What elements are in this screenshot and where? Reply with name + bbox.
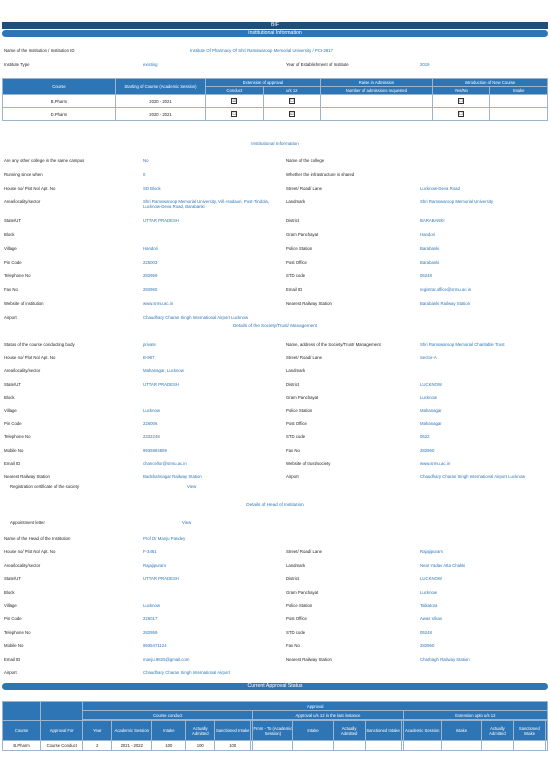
col-sanctioned: Sanctioned Intake (365, 721, 401, 741)
field-value: Handori (143, 245, 159, 251)
field-label: Fax No (286, 447, 300, 453)
field-label: State/UT (4, 381, 21, 387)
col-raise: Raise in Admission (321, 79, 433, 87)
col-u12: u/s 12 (263, 87, 320, 95)
field-row (0, 354, 550, 363)
field-value: Shri Ramswaroop Memorial University (420, 199, 494, 205)
field-label: Street/ Road/ Lane (286, 185, 323, 191)
col-intake: Intake (490, 87, 548, 95)
field-label: Registration certificate of the society (10, 484, 80, 489)
field-label: Block (4, 394, 15, 400)
field-value: Talkatora (420, 603, 438, 608)
field-label: Street/ Road/ Lane (286, 549, 323, 555)
field-value: Barabanki (420, 245, 440, 251)
field-label: District (286, 381, 300, 387)
field-label: Police Station (286, 408, 313, 413)
approval-table (2, 701, 548, 751)
field-label: Mobile No (4, 643, 24, 649)
conduct-checkbox[interactable]: ☐ (232, 111, 237, 116)
col-actual: Actually Admitted (481, 721, 513, 741)
field-label: Village (4, 603, 17, 608)
field-label: Gram Panchayat (286, 589, 319, 595)
field-label: Status of the course conducting body (4, 342, 75, 347)
field-value: Awas Vikas (420, 616, 443, 622)
field-row (0, 535, 550, 544)
field-row (0, 602, 550, 611)
col-extension: Extension upto u/s 12 (403, 711, 547, 720)
field-label: Whether the infrastructure is shared (286, 171, 355, 177)
section-header-institutional: Institutional Information (2, 30, 548, 37)
field-value: Sector-A (420, 355, 437, 361)
field-label: Name of the Institution / Institution ID (4, 48, 75, 53)
field-label: Name of the Head of the Institution (4, 536, 71, 541)
field-row (0, 642, 550, 651)
field-row (0, 447, 550, 456)
field-label: Year of Establishment of Institute (286, 62, 349, 67)
institute-type-row (0, 61, 550, 70)
field-value: 282960 (143, 287, 158, 293)
field-value: 2019 (420, 62, 430, 67)
field-value: Prof Dr Manju Pandey (143, 536, 186, 541)
field-row (0, 562, 550, 571)
field-label: Appointment letter (10, 520, 45, 525)
appointment-view-link[interactable]: View (182, 520, 192, 525)
field-label: Landmark (286, 199, 306, 205)
field-value: UTTAR PRADESH (143, 576, 179, 582)
cell-course: B.Pharm (3, 741, 41, 751)
field-row (0, 259, 550, 268)
table-row (3, 95, 548, 108)
field-label: Institute Type (4, 62, 30, 67)
field-value: Lucknow-Deva Road (420, 185, 460, 191)
field-label: Name of the college (286, 158, 325, 163)
field-value: Lucknow (143, 408, 160, 413)
field-row (0, 314, 550, 323)
field-value: UTTAR PRADESH (143, 381, 179, 387)
field-label: District (286, 218, 300, 224)
col-starting: Starting of Course (Academic Session) (115, 79, 205, 95)
field-label: Website of trust/society (286, 460, 331, 466)
field-row (0, 198, 550, 210)
cell-num[interactable] (321, 95, 433, 108)
field-value: 226017 (143, 616, 158, 622)
cell-sanctioned: 100 (215, 741, 251, 751)
field-label: Pin Code (4, 421, 22, 427)
field-value: Lucknow (420, 394, 437, 400)
field-label: Nearest Railway Station (286, 656, 332, 662)
cell-course: D.Pharm (3, 108, 116, 121)
col-approval: Approval (83, 702, 548, 711)
field-row (0, 394, 550, 403)
field-value: Lucknow (420, 589, 437, 595)
field-value: F-3461 (143, 549, 157, 555)
field-value: 9935984859 (143, 447, 167, 453)
field-row (0, 171, 550, 180)
field-value: Chaudhary Charan Singh International Airport Lucknow (420, 474, 526, 479)
field-label: Post Office (286, 259, 307, 265)
field-label: Running since when (4, 171, 43, 177)
col-course: Course (3, 79, 116, 95)
field-label: Police Station (286, 245, 313, 251)
col-session: Academic Session (112, 721, 152, 741)
section-title-head: Details of Head of Institution (246, 502, 304, 507)
course-table (2, 78, 548, 121)
field-value: LUCKNOW (420, 576, 442, 582)
field-value: manju.9825@gmail.com (143, 656, 190, 662)
field-label: Village (4, 408, 17, 413)
appointment-row (0, 519, 550, 528)
u12-checkbox[interactable]: ☐ (290, 98, 294, 103)
col-session: Academic Session (403, 721, 441, 741)
yesno-checkbox[interactable]: ☐ (459, 98, 463, 103)
field-row (0, 615, 550, 624)
col-sanctioned: Sanctioned Intake (513, 721, 545, 741)
field-label: Post Office (286, 421, 307, 427)
cell-intake: 100 (152, 741, 186, 751)
field-value: registrar.office@srmu.ac.in (420, 287, 472, 293)
field-value: 282960 (420, 643, 435, 649)
cell-session: 2020 - 2021 (115, 108, 205, 121)
yesno-checkbox[interactable]: ☐ (459, 111, 463, 116)
col-course: Course (3, 721, 41, 741)
field-value: 9935471124 (143, 643, 167, 649)
field-label: Pin Code (4, 616, 22, 622)
col-approval-for: Approval For (41, 721, 83, 741)
field-value: Chaudhary Charan Singh International Airport (143, 670, 230, 675)
field-label: Landmark (286, 562, 306, 568)
field-value: 282960 (420, 447, 435, 453)
field-label: House no/ Plot No/ Apt. No (4, 185, 56, 191)
field-label: STD code (286, 434, 306, 440)
col-intake: Intake (152, 721, 186, 741)
field-label: Telephone No (4, 434, 31, 440)
field-value: 0522 (420, 434, 430, 440)
field-label: Email ID (4, 460, 21, 466)
field-row (0, 272, 550, 281)
field-label: Block (4, 589, 15, 595)
field-value: Mahanagar (420, 421, 442, 427)
u12-checkbox[interactable]: ☑ (290, 111, 294, 116)
conduct-checkbox[interactable]: ☑ (232, 98, 237, 103)
cell-actual: 100 (186, 741, 215, 751)
field-label: Email ID (4, 656, 21, 662)
field-label: Nearest Railway Station (4, 474, 50, 479)
col-course-conduct: Course conduct (83, 711, 253, 720)
field-row (0, 157, 550, 166)
col-actual: Actually Admitted (186, 721, 215, 741)
field-value: Rajajipuram (143, 562, 166, 568)
field-row (0, 407, 550, 416)
cell-session: 2021 - 2022 (112, 741, 152, 751)
field-label: Pin Code (4, 259, 22, 265)
field-row (0, 245, 550, 254)
field-row (0, 231, 550, 240)
field-row (0, 589, 550, 598)
cell-year: 2 (83, 741, 112, 751)
section-title-society: Details of the Society/Trust/ Management (232, 323, 318, 328)
field-row (0, 548, 550, 557)
field-label: Landmark (286, 368, 306, 374)
field-row (0, 286, 550, 295)
field-label: Police Station (286, 603, 313, 608)
cell-intake[interactable] (490, 95, 548, 108)
field-row (0, 217, 550, 226)
col-u12-approval: Approval u/s 12 in the last instance (253, 711, 403, 720)
field-value: 05248 (420, 629, 432, 635)
field-label: Area/locality/sector (4, 562, 41, 568)
field-value: 226006 (143, 421, 158, 427)
field-label: Gram Panchayat (286, 232, 319, 237)
field-label: Village (4, 245, 17, 251)
field-value: Chaudhary Charan Singh International Airport Lucknow (143, 314, 249, 320)
field-label: Name, address of the Society/Trust/ Management (286, 342, 381, 347)
field-value: Charbagh Railway Station (420, 656, 470, 662)
field-row (0, 381, 550, 390)
field-value: 282959 (143, 273, 158, 279)
page-title: BIF (2, 22, 548, 29)
field-row (0, 433, 550, 442)
field-label: Fax No (4, 287, 18, 293)
section-header-approval: Current Approval Status (2, 683, 548, 690)
field-value: Near Yadav Atta Chakki (420, 562, 466, 568)
field-value: SD Block (143, 185, 161, 191)
field-label: State/UT (4, 576, 21, 582)
field-label: Street/ Road/ Lane (286, 355, 323, 361)
field-row (0, 473, 550, 482)
col-year: Year (83, 721, 112, 741)
field-value: Shri Ramswaroop Memorial University, Vill.-Hadauri, Post-Tindola, Lucknow-Deva Road, Barabanki (143, 199, 270, 210)
table-row (3, 741, 548, 751)
cell-course: B.Pharm (3, 95, 116, 108)
field-label: Post Office (286, 616, 307, 622)
field-value: 0 (143, 171, 146, 177)
field-value: UTTAR PRADESH (143, 218, 179, 224)
field-value: 282959 (143, 629, 158, 635)
registration-row (0, 483, 550, 492)
field-label: District (286, 576, 300, 582)
field-label: House no/ Plot No/ Apt. No (4, 549, 56, 555)
field-value: Rajajipuram (420, 549, 443, 555)
col-intake: Intake (441, 721, 481, 741)
cell-approval-for: Course Conduct (41, 741, 83, 751)
col-conduct: Conduct (206, 87, 264, 95)
field-value: Mahanagar, Lucknow (143, 368, 184, 374)
col-intake: Intake (293, 721, 333, 741)
field-row (0, 629, 550, 638)
field-row (0, 575, 550, 584)
col-num: Number of admissions requested (321, 87, 433, 95)
field-row (0, 460, 550, 469)
field-row (0, 669, 550, 678)
field-label: State/UT (4, 218, 21, 224)
field-value: No (143, 158, 149, 163)
field-label: Airport (4, 314, 17, 320)
field-value: Shri Ramswaroop Memorial Charitable Trust (420, 342, 505, 347)
field-label: Telephone No (4, 273, 31, 279)
field-value: Institute Of Pharmacy Of Shri Ramswaroop Memorial University / PCI-2817 (190, 48, 334, 53)
cell-num[interactable] (321, 108, 433, 121)
col-sanctioned: Sanctioned Intake (215, 721, 251, 741)
field-value: private (143, 342, 156, 347)
cell-session: 2020 - 2021 (115, 95, 205, 108)
field-value: B-987 (143, 355, 155, 361)
field-label: Website of institution (4, 301, 44, 306)
field-value: 225003 (143, 259, 158, 265)
field-value: 05248 (420, 273, 432, 279)
field-row (0, 656, 550, 665)
field-label: Block (4, 232, 15, 237)
col-yesno: Yes/No (432, 87, 490, 95)
section-title-institutional: Institutional Information (251, 141, 299, 146)
field-label: Fax No (286, 643, 300, 649)
field-row (0, 420, 550, 429)
field-label: Telephone No (4, 629, 31, 635)
field-row (0, 367, 550, 376)
col-fromto: From - To (Academic Session) (253, 721, 293, 741)
col-intro: Introduction of New Course (432, 79, 547, 87)
field-label: Area/locality/sector (4, 199, 41, 205)
field-label: Nearest Railway Station (286, 301, 332, 306)
field-value: Lucknow (143, 603, 160, 608)
field-label: Gram Panchayat (286, 394, 319, 400)
field-value: Handori (420, 232, 436, 237)
field-value: Barabanki Railway Station (420, 301, 471, 306)
field-label: Area/locality/sector (4, 368, 41, 374)
table-row (3, 108, 548, 121)
field-value: Barabanki (420, 259, 440, 265)
field-label: Airport (286, 474, 299, 479)
col-extension: Extension of approval (206, 79, 321, 87)
field-value: BARABANKI (420, 218, 445, 224)
institution-name-row (0, 47, 550, 56)
field-row (0, 341, 550, 350)
field-label: Airport (4, 670, 17, 675)
field-label: Mobile No (4, 447, 24, 453)
col-actual: Actually Admitted (333, 721, 365, 741)
field-row (0, 300, 550, 309)
field-label: Email ID (286, 287, 303, 293)
field-value: existing (143, 62, 158, 67)
field-label: STD code (286, 273, 306, 279)
field-label: Are any other college in the same campus (4, 158, 85, 163)
field-value: Mahanagar (420, 408, 442, 413)
cell-intake[interactable] (490, 108, 548, 121)
field-label: STD code (286, 629, 306, 635)
field-row (0, 185, 550, 194)
field-value: chancellor@srmu.ac.in (143, 460, 187, 466)
field-value: LUCKNOW (420, 381, 442, 387)
field-value: www.srmu.ac.in (143, 301, 174, 306)
field-value: Badshahnagar Railway Station (143, 474, 202, 479)
registration-view-link[interactable]: View (187, 484, 197, 489)
field-value: 2332248 (143, 434, 160, 440)
field-label: House no/ Plot No/ Apt. No (4, 355, 56, 361)
field-value: www.srmu.ac.in (420, 460, 451, 466)
